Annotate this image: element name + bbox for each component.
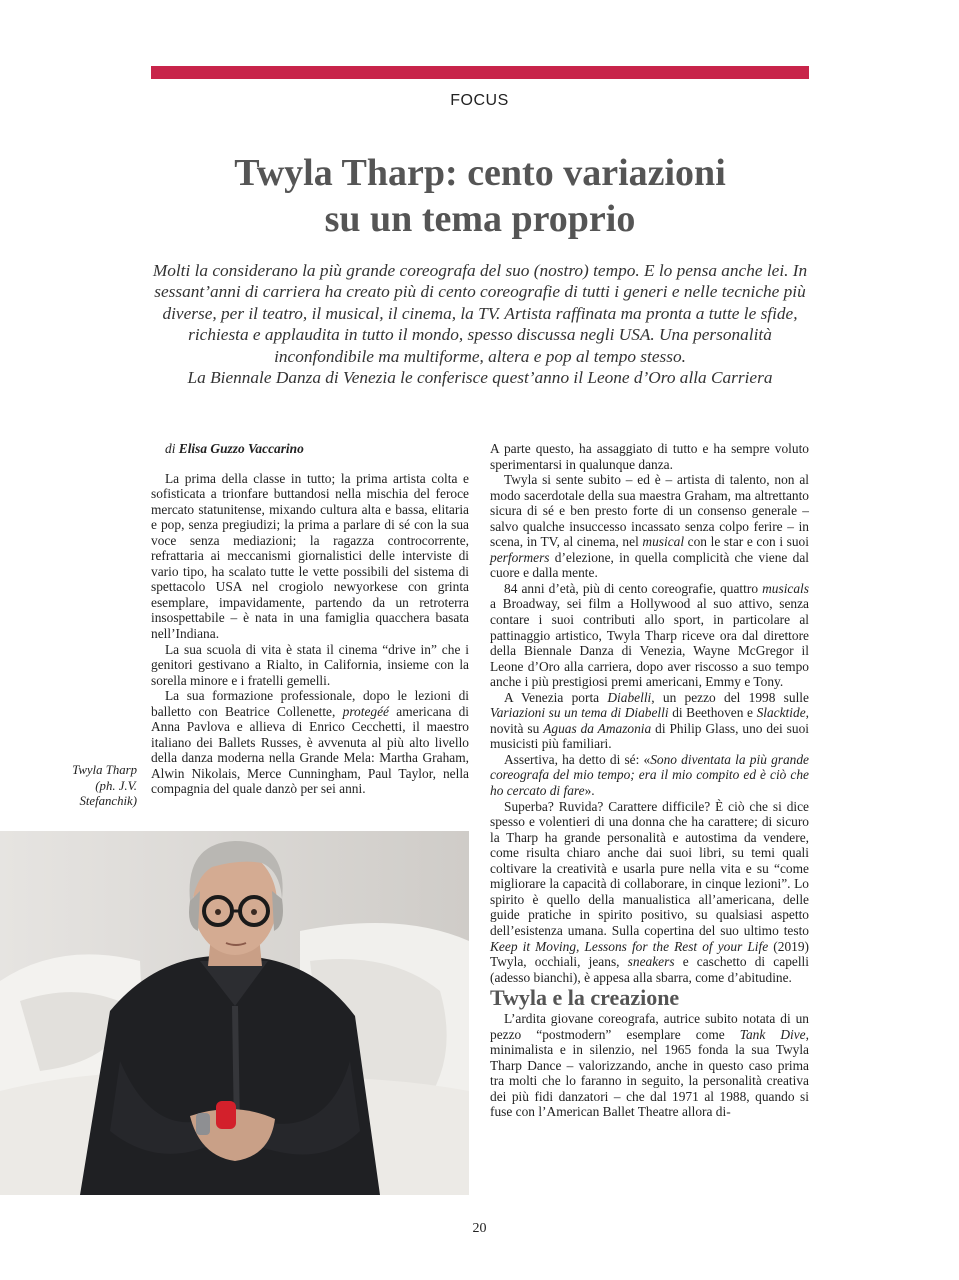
lead-paragraph: Molti la considerano la più grande coreografa del suo (nostro) tempo. E lo pensa anche lei. In sessant’anni di carriera ha creato più di cento coreografie di tutti i generi e nelle tecniche più diverse, per il teatro, il musical, il cinema, la TV. Artista raffinata ma pronta a tutte le sfide, richiesta e applaudita in tutto il mondo, spesso discussa negli USA. Una personalità inconfondibile ma multiforme, altera e pop al tempo stesso. bbox=[152, 261, 808, 366]
portrait-photo bbox=[0, 831, 469, 1195]
body-paragraph: A Venezia porta Diabelli, un pezzo del 1998 sulle Variazioni su un tema di Diabelli di Beethoven e Slacktide, novità su Aguas da Amazonia di Philip Glass, uno dei suoi musicisti più familiari. bbox=[490, 689, 809, 752]
article-lead bbox=[150, 260, 810, 388]
byline bbox=[165, 441, 469, 457]
body-paragraph: La prima della classe in tutto; la prima artista colta e sofisticata a trionfare buttandosi nella mischia del feroce mercato statunitense, mixando cultura alta e bassa, elitaria e pop, senza pregiudizi; la prima a parlare di sé con la sua voce senza mediazioni; la ragazza controcorrente, refrattaria ai meccanismi giornalistici delle interviste di vario tipo, ha scalato tutte le vette possibili del sistema di spettacolo USA nel crogiolo newyorkese con grinta esemplare, impavidamente, partendo da un retroterra insospettabile – è nata in una famiglia quacchera basata nell’Indiana. bbox=[151, 470, 469, 642]
photo-caption bbox=[50, 763, 137, 810]
quote-paragraph: Assertiva, ha detto di sé: «Sono diventata la più grande coreografa del mio tempo; era il mio compito ed è ciò che ho cercato di fare». bbox=[490, 751, 810, 799]
byline-author: Elisa Guzzo Vaccarino bbox=[178, 441, 304, 456]
page-number: 20 bbox=[472, 1221, 487, 1236]
title-line-1: Twyla Tharp: cento variazioni bbox=[234, 152, 726, 194]
portrait-illustration bbox=[0, 831, 469, 1195]
caption-line: (ph. J.V. bbox=[95, 778, 137, 793]
body-paragraph: A parte questo, ha assaggiato di tutto e ha sempre voluto sperimentarsi in qualunque danza. bbox=[490, 441, 809, 472]
body-paragraph: Superba? Ruvida? Carattere difficile? È ciò che si dice spesso e volentieri di una donna che ha carattere; di sicuro la Tharp ha grande personalità e autostima da vendere, come risulta chiaro anche dai suoi libri, su temi quali coltivare la creatività e usarla pure nella vita e su “come migliorare la capacità di collaborare, in cinque lezioni”. Lo spirito è quello della manualistica all’americana, delle guide pratiche in spirito positivo, su qualsiasi aspetto dell’esistenza umana. Sulla copertina del suo ultimo testo Keep it Moving, Lessons for the Rest of your Life (2019) Twyla, occhiali, jeans, sneakers e caschetto di capelli (adesso bianchi), è appesa alla sbarra, come d’abitudine. bbox=[490, 798, 809, 985]
body-paragraph: La sua scuola di vita è stata il cinema “drive in” che i genitori gestivano a Rialto, in California, insieme con la sorella minore e i fratelli gemelli. bbox=[151, 641, 469, 688]
section-label: FOCUS bbox=[450, 92, 509, 109]
caption-line: Twyla Tharp bbox=[72, 763, 137, 777]
accent-bar bbox=[151, 66, 809, 79]
column-left bbox=[151, 441, 469, 797]
article-title bbox=[100, 150, 860, 242]
body-paragraph: Twyla si sente subito – ed è – artista di talento, non al modo sacerdotale della sua maestra Graham, ma altrettanto sicura di sé e ben presto forte di un consenso generale – salvo qualche insuccesso incassato senza colpo ferire – in scena, in TV, al cinema, nel musical con le star e con i suoi performers d’elezione, in quella complicità che viene dal cuore e dalla mente. bbox=[490, 472, 809, 581]
title-line-2: su un tema proprio bbox=[324, 198, 636, 240]
body-paragraph: L’ardita giovane coreografa, autrice subito notata di un pezzo “postmodern” esemplare come Tank Dive, minimalista e in silenzio, nel 1965 fonda la sua Twyla Tharp Dance – valorizzando, anche in questo caso prima tra molti che lo faranno in seguito, la personalità creativa dei più fidi danzatori – che dal 1971 al 1988, quando si fuse con l’American Ballet Theatre allora di- bbox=[490, 1011, 809, 1120]
caption-line: Stefanchik) bbox=[79, 794, 137, 809]
body-paragraph: La sua formazione professionale, dopo le lezioni di balletto con Beatrice Collenette, protegéé americana di Anna Pavlova e allieva di Enrico Cecchetti, il maestro italiano dei Ballets Russes, è avvenuta al più alto livello della danza moderna nella Grande Mela: Martha Graham, Alwin Nikolais, Merce Cunningham, Paul Taylor, nella compagnia del quale danzò per sei anni. bbox=[151, 688, 469, 797]
section-subheading: Twyla e la creazione bbox=[490, 985, 680, 1011]
byline-prefix: di bbox=[165, 441, 176, 456]
body-paragraph: 84 anni d’età, più di cento coreografie, quattro musicals a Broadway, sei film a Hollywood al suo attivo, senza contare i suoi contributi allo sport, in particolare al pattinaggio artistico, Twyla Tharp riceve ora dal direttore della Biennale Danza di Venezia, Wayne McGregor il Leone d’Oro alla carriera, dopo aver riscosso a suo tempo anche i più prestigiosi premi americani, Emmy e Tony. bbox=[490, 580, 809, 690]
column-right bbox=[490, 441, 809, 1120]
lead-award-line: La Biennale Danza di Venezia le conferisce quest’anno il Leone d’Oro alla Carriera bbox=[187, 368, 773, 388]
